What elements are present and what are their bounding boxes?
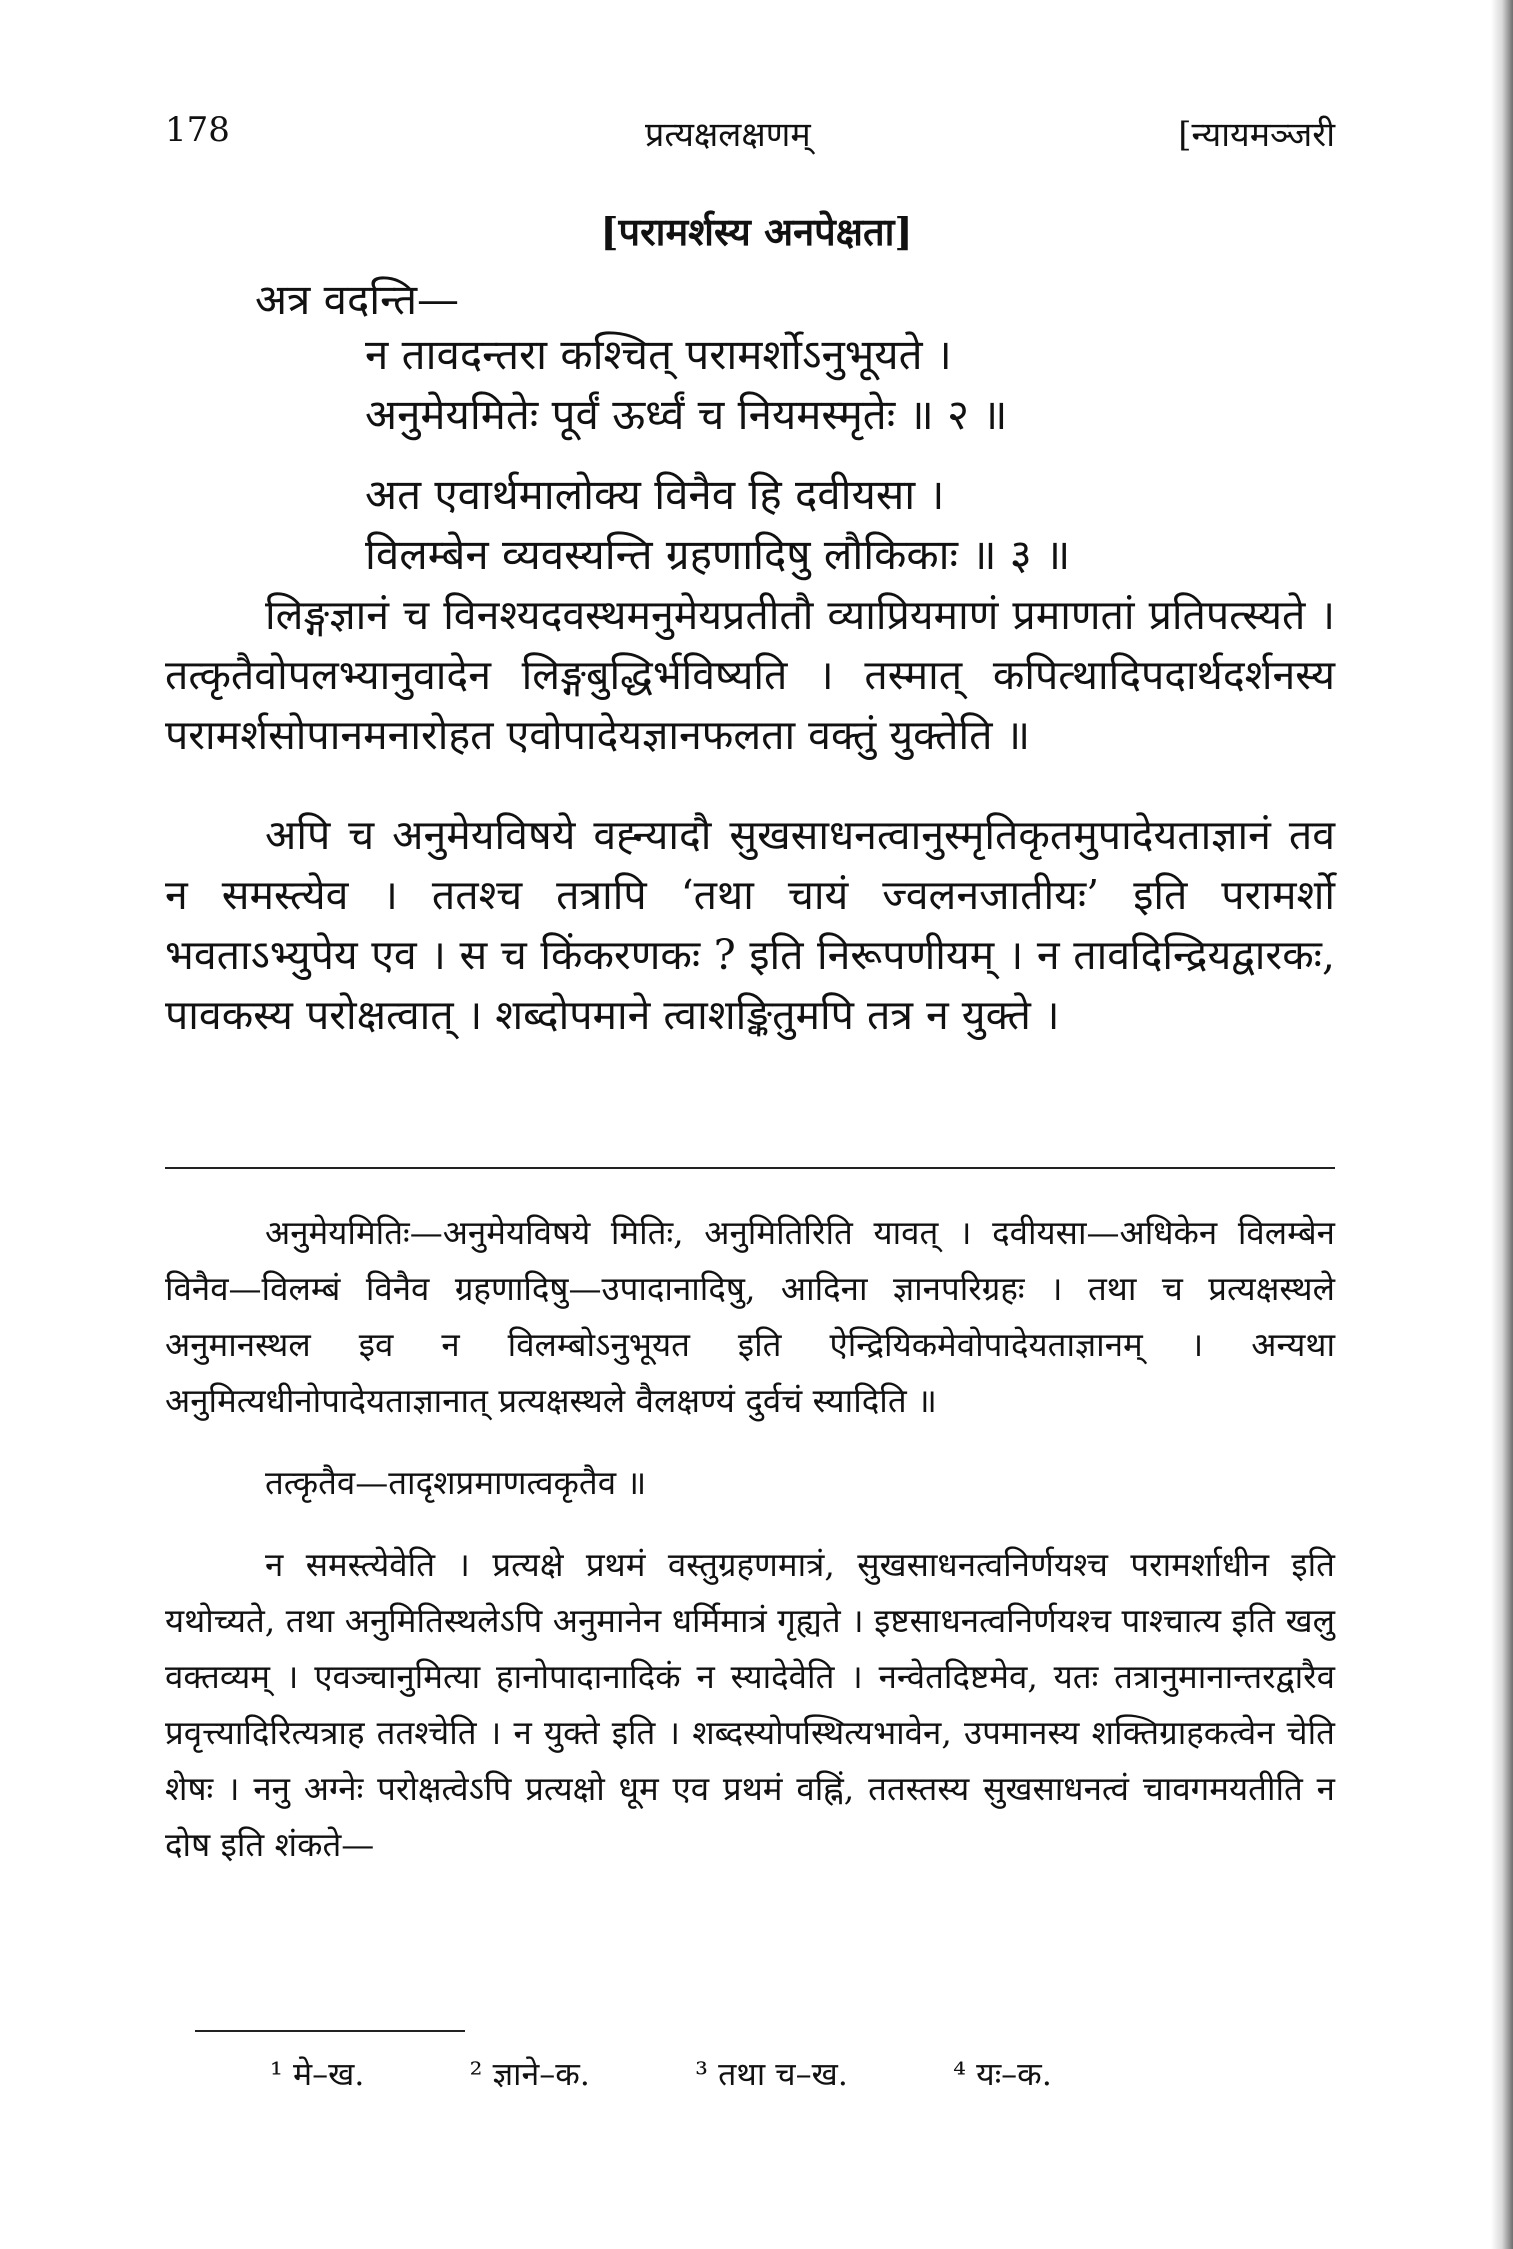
verse-line: अत एवार्थमालोक्य विनैव हि दवीयसा ।: [365, 470, 945, 519]
footnote: ¹ मे–ख.: [270, 2055, 365, 2093]
verse-line: अनुमेयमितेः पूर्वं ऊर्ध्वं च नियमस्मृतेः ॥ २ ॥: [365, 390, 1008, 439]
verse-line: विलम्बेन व्यवस्यन्ति ग्रहणादिषु लौकिकाः ॥ ३ ॥: [365, 530, 1071, 579]
divider: [165, 1167, 1335, 1169]
main-paragraph: लिङ्गज्ञानं च विनश्यदवस्थमनुमेयप्रतीतौ व्याप्रियमाणं प्रमाणतां प्रतिपत्स्यते । तत्कृतैवोपलभ्यानुवादेन लिङ्गबुद्धिर्भविष्यति । तस्मात् कपित्थादिपदार्थदर्शनस्य परामर्शसोपानमनारोहत एवोपादेयज्ञानफलता वक्तुं युक्तेति ॥: [165, 591, 1335, 759]
main-text: [165, 585, 1335, 1045]
commentary-paragraph: न समस्त्येवेति । प्रत्यक्षे प्रथमं वस्तुग्रहणमात्रं, सुखसाधनत्वनिर्णयश्च परामर्शाधीन इति यथोच्यते, तथा अनुमितिस्थलेऽपि अनुमानेन धर्मिमात्रं गृह्यते । इष्टसाधनत्वनिर्णयश्च पाश्चात्य इति खलु वक्तव्यम् । एवञ्चानुमित्या हानोपादानादिकं न स्यादेवेति । नन्वेतदिष्टमेव, यतः तत्रानुमानान्तरद्वारैव प्रवृत्त्यादिरित्यत्राह ततश्चेति । न युक्ते इति । शब्दस्योपस्थित्यभावेन, उपमानस्य शक्तिग्राहकत्वेन चेति शेषः । ननु अग्नेः परोक्षत्वेऽपि प्रत्यक्षो धूम एव प्रथमं वह्निं, ततस्तस्य सुखसाधनत्वं चावगमयतीति न दोष इति शंकते—: [165, 1545, 1335, 1864]
footnote-rule: [195, 2030, 465, 2032]
footnote: ⁴ यः–क.: [953, 2055, 1052, 2093]
footnote: ³ तथा च–ख.: [695, 2055, 848, 2093]
commentary-paragraph: अनुमेयमितिः—अनुमेयविषये मितिः, अनुमितिरिति यावत् । दवीयसा—अधिकेन विलम्बेन विनैव—विलम्बं विनैव ग्रहणादिषु—उपादानादिषु, आदिना ज्ञानपरिग्रहः । तथा च प्रत्यक्षस्थले अनुमानस्थल इव न विलम्बोऽनुभूयत इति ऐन्द्रियिकमेवोपादेयताज्ञानम् । अन्यथा अनुमित्यधीनोपादेयताज्ञानात् प्रत्यक्षस्थले वैलक्षण्यं दुर्वचं स्यादिति ॥: [165, 1213, 1335, 1420]
footnotes: [270, 2052, 1270, 2095]
section-heading: [परामर्शस्य अनपेक्षता]: [600, 209, 913, 254]
footnote: ² ज्ञाने–क.: [469, 2055, 590, 2093]
verse-block: [365, 325, 1070, 585]
intro-line: अत्र वदन्ति—: [255, 275, 460, 324]
main-paragraph: अपि च अनुमेयविषये वह्न्यादौ सुखसाधनत्वानुस्मृतिकृतमुपादेयताज्ञानं तव न समस्त्येव । ततश्च तत्रापि ‘तथा चायं ज्वलनजातीयः’ इति परामर्शो भवताऽभ्युपेय एव । स च किंकरणकः ? इति निरूपणीयम् । न तावदिन्द्रियद्वारकः, पावकस्य परोक्षत्वात् । शब्दोपमाने त्वाशङ्कितुमपि तत्र न युक्ते ।: [165, 811, 1335, 1039]
commentary-paragraph: तत्कृतैव—तादृशप्रमाणत्वकृतैव ॥: [265, 1463, 647, 1502]
verse-line: न तावदन्तरा कश्चित् परामर्शोऽनुभूयते ।: [365, 330, 952, 379]
book-title: [न्यायमञ्जरी: [1178, 115, 1335, 155]
commentary: [165, 1205, 1335, 1873]
running-title: प्रत्यक्षलक्षणम्: [645, 115, 811, 155]
page-edge-shadow: [1491, 0, 1513, 2249]
page-number: 178: [165, 110, 230, 150]
page-header: [165, 110, 1335, 160]
